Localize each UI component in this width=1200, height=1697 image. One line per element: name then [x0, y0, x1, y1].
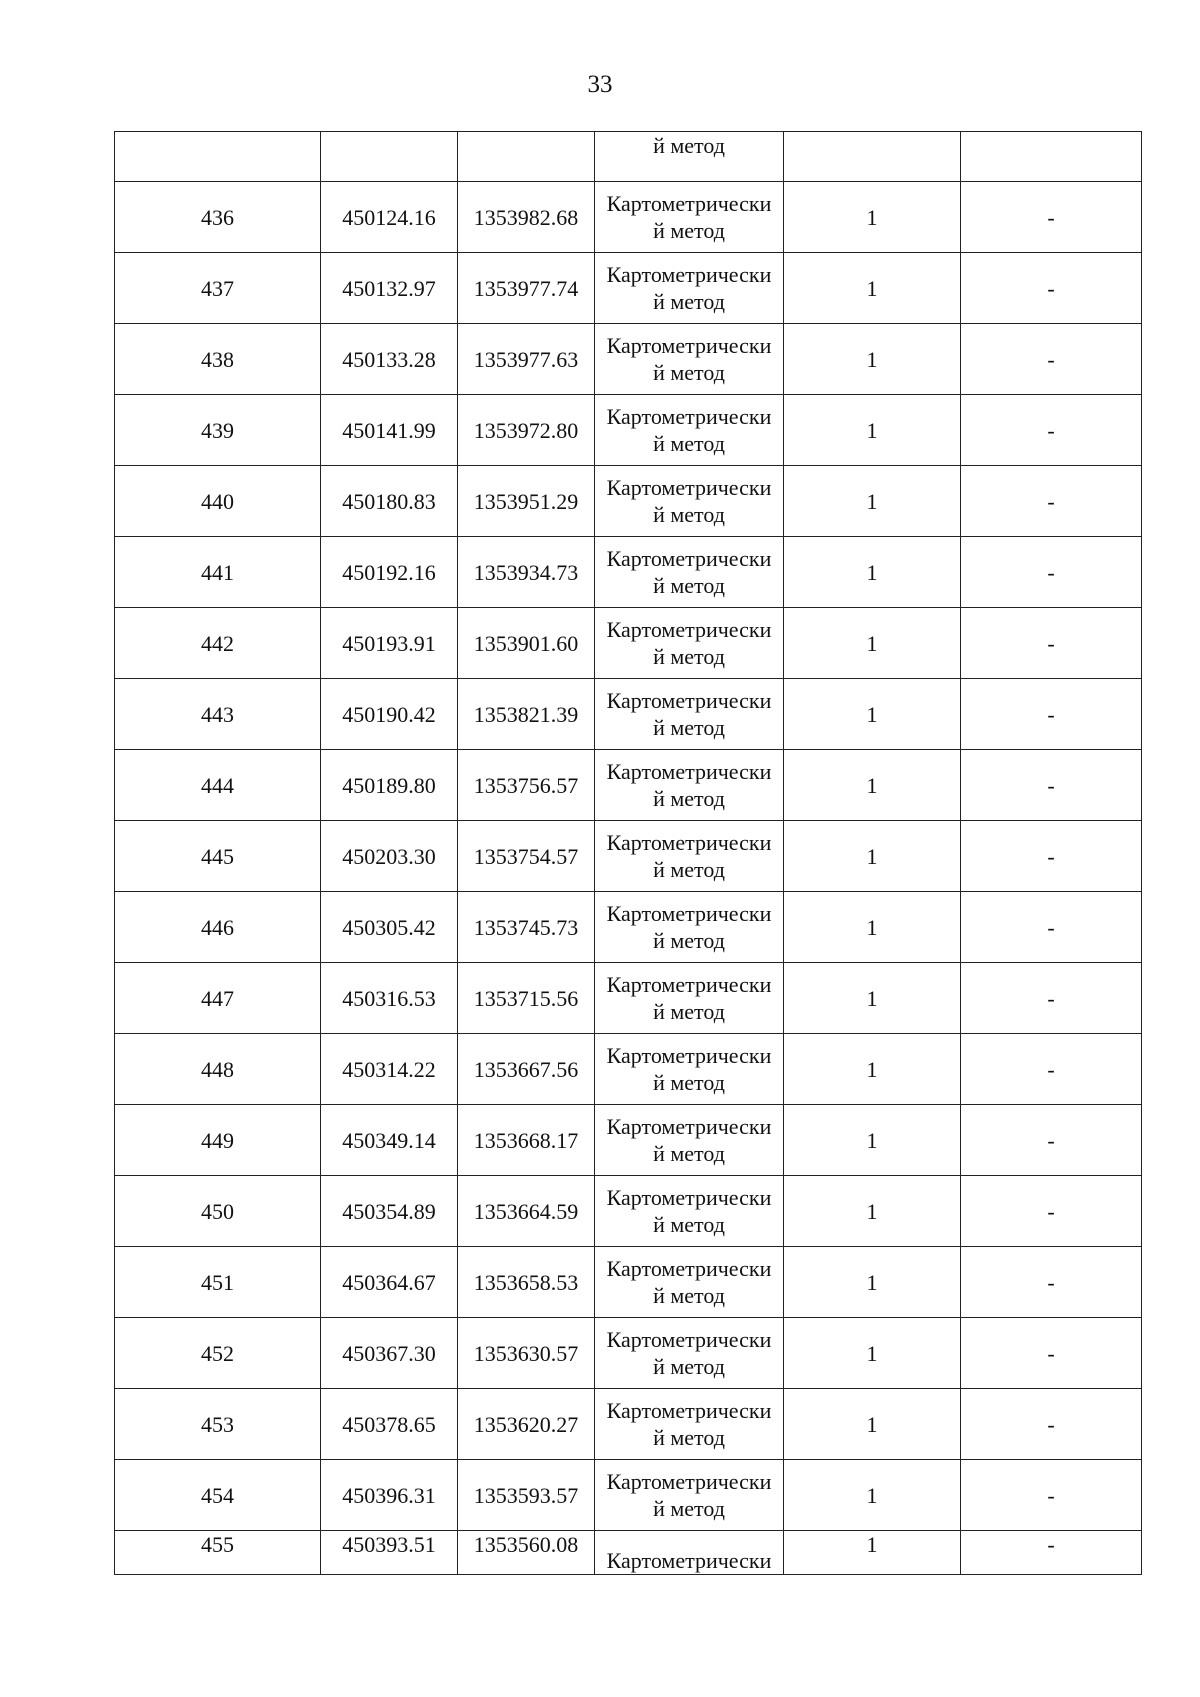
description-cell: - [961, 1176, 1142, 1247]
method-line-1: Картометрически [606, 1548, 772, 1573]
table-row [115, 750, 1142, 821]
method-line-2: й метод [653, 857, 725, 882]
error-cell: 1 [784, 608, 961, 679]
table-row [115, 395, 1142, 466]
method-line-2: й метод [653, 928, 725, 953]
point-number-cell: 440 [115, 466, 321, 537]
description-cell: - [961, 1034, 1142, 1105]
x-coordinate-cell: 450141.99 [321, 395, 458, 466]
point-number-cell: 448 [115, 1034, 321, 1105]
method-line-1: Картометрически [606, 688, 772, 713]
table-row [115, 466, 1142, 537]
error-cell: 1 [784, 537, 961, 608]
error-cell: 1 [784, 324, 961, 395]
method-line-2: й метод [653, 360, 725, 385]
description-cell: - [961, 892, 1142, 963]
y-coordinate-cell: 1353756.57 [458, 750, 595, 821]
description-cell: - [961, 1460, 1142, 1531]
method-cell [595, 1105, 784, 1176]
error-cell: 1 [784, 679, 961, 750]
method-line-1: Картометрически [606, 333, 772, 358]
description-cell: - [961, 821, 1142, 892]
method-cell [595, 1531, 784, 1575]
description-cell: - [961, 1247, 1142, 1318]
y-coordinate-cell: 1353901.60 [458, 608, 595, 679]
point-number-cell: 453 [115, 1389, 321, 1460]
method-line-2: й метод [653, 715, 725, 740]
table-row [115, 1105, 1142, 1176]
method-cell [595, 1176, 784, 1247]
table-row [115, 679, 1142, 750]
method-line-1: Картометрически [606, 1398, 772, 1423]
description-cell: - [961, 537, 1142, 608]
error-cell: 1 [784, 253, 961, 324]
error-cell: 1 [784, 1247, 961, 1318]
y-coordinate-cell: 1353821.39 [458, 679, 595, 750]
point-number-cell: 449 [115, 1105, 321, 1176]
y-coordinate-cell: 1353593.57 [458, 1460, 595, 1531]
point-number-cell [115, 132, 321, 182]
x-coordinate-cell: 450396.31 [321, 1460, 458, 1531]
x-coordinate-cell: 450305.42 [321, 892, 458, 963]
point-number-cell: 439 [115, 395, 321, 466]
description-cell: - [961, 1531, 1142, 1575]
x-coordinate-cell: 450393.51 [321, 1531, 458, 1575]
table-row [115, 1318, 1142, 1389]
table-row [115, 963, 1142, 1034]
method-line-1: Картометрически [606, 830, 772, 855]
table-row [115, 324, 1142, 395]
point-number-cell: 443 [115, 679, 321, 750]
description-cell: - [961, 324, 1142, 395]
x-coordinate-cell: 450192.16 [321, 537, 458, 608]
error-cell [784, 132, 961, 182]
description-cell: - [961, 1389, 1142, 1460]
method-cell [595, 750, 784, 821]
table-row [115, 608, 1142, 679]
table-row-continued [115, 132, 1142, 182]
x-coordinate-cell: 450190.42 [321, 679, 458, 750]
description-cell: - [961, 182, 1142, 253]
table-row [115, 1389, 1142, 1460]
method-line-1: Картометрически [606, 759, 772, 784]
description-cell: - [961, 750, 1142, 821]
method-line-1: Картометрически [606, 262, 772, 287]
table-row [115, 182, 1142, 253]
method-line-2: й метод [653, 644, 725, 669]
description-cell: - [961, 253, 1142, 324]
error-cell: 1 [784, 182, 961, 253]
method-line-1: Картометрически [606, 972, 772, 997]
method-line-1: Картометрически [606, 1469, 772, 1494]
method-line-2: й метод [653, 573, 725, 598]
table-row [115, 1176, 1142, 1247]
method-line-2: й метод [653, 1425, 725, 1450]
method-line-2: й метод [653, 786, 725, 811]
point-number-cell: 444 [115, 750, 321, 821]
y-coordinate-cell [458, 132, 595, 182]
method-line-1: Картометрически [606, 1043, 772, 1068]
point-number-cell: 438 [115, 324, 321, 395]
point-number-cell: 437 [115, 253, 321, 324]
error-cell: 1 [784, 1389, 961, 1460]
y-coordinate-cell: 1353972.80 [458, 395, 595, 466]
point-number-cell: 454 [115, 1460, 321, 1531]
point-number-cell: 447 [115, 963, 321, 1034]
point-number-cell: 436 [115, 182, 321, 253]
x-coordinate-cell: 450367.30 [321, 1318, 458, 1389]
description-cell [961, 132, 1142, 182]
method-line-2: й метод [653, 289, 725, 314]
y-coordinate-cell: 1353982.68 [458, 182, 595, 253]
table-row [115, 253, 1142, 324]
error-cell: 1 [784, 1176, 961, 1247]
method-cell [595, 1034, 784, 1105]
y-coordinate-cell: 1353620.27 [458, 1389, 595, 1460]
method-line-2: й метод [653, 1496, 725, 1521]
page-number: 33 [587, 71, 613, 98]
error-cell: 1 [784, 1318, 961, 1389]
method-line-1: Картометрически [606, 901, 772, 926]
method-cell [595, 963, 784, 1034]
x-coordinate-cell: 450132.97 [321, 253, 458, 324]
x-coordinate-cell: 450354.89 [321, 1176, 458, 1247]
y-coordinate-cell: 1353754.57 [458, 821, 595, 892]
error-cell: 1 [784, 1105, 961, 1176]
table-row [115, 892, 1142, 963]
method-cell [595, 537, 784, 608]
method-line-2: й метод [653, 502, 725, 527]
point-number-cell: 452 [115, 1318, 321, 1389]
description-cell: - [961, 963, 1142, 1034]
table-row-last [115, 1531, 1142, 1575]
method-line-2: й метод [653, 999, 725, 1024]
method-cell [595, 395, 784, 466]
coordinates-table-body [115, 132, 1142, 1575]
method-line-1: Картометрически [606, 404, 772, 429]
method-cell [595, 1247, 784, 1318]
point-number-cell: 455 [115, 1531, 321, 1575]
method-line-2: й метод [653, 1283, 725, 1308]
method-line-2: й метод [653, 218, 725, 243]
y-coordinate-cell: 1353560.08 [458, 1531, 595, 1575]
error-cell: 1 [784, 892, 961, 963]
table-row [115, 1460, 1142, 1531]
method-line-1: Картометрически [606, 1256, 772, 1281]
x-coordinate-cell: 450314.22 [321, 1034, 458, 1105]
description-cell: - [961, 1318, 1142, 1389]
method-cell [595, 324, 784, 395]
point-number-cell: 442 [115, 608, 321, 679]
error-cell: 1 [784, 750, 961, 821]
method-line-2: й метод [653, 1070, 725, 1095]
description-cell: - [961, 679, 1142, 750]
x-coordinate-cell: 450203.30 [321, 821, 458, 892]
method-line-2: й метод [653, 1212, 725, 1237]
y-coordinate-cell: 1353664.59 [458, 1176, 595, 1247]
method-line-2: й метод [653, 1354, 725, 1379]
method-cell [595, 608, 784, 679]
method-line-1: Картометрически [606, 617, 772, 642]
method-cell [595, 1318, 784, 1389]
method-cell [595, 1460, 784, 1531]
method-cell [595, 679, 784, 750]
y-coordinate-cell: 1353715.56 [458, 963, 595, 1034]
method-cell [595, 253, 784, 324]
point-number-cell: 445 [115, 821, 321, 892]
table-row [115, 1247, 1142, 1318]
method-line-1: Картометрически [606, 546, 772, 571]
x-coordinate-cell: 450180.83 [321, 466, 458, 537]
x-coordinate-cell: 450349.14 [321, 1105, 458, 1176]
error-cell: 1 [784, 821, 961, 892]
y-coordinate-cell: 1353951.29 [458, 466, 595, 537]
description-cell: - [961, 608, 1142, 679]
y-coordinate-cell: 1353745.73 [458, 892, 595, 963]
table-row [115, 1034, 1142, 1105]
method-line-1: Картометрически [606, 191, 772, 216]
error-cell: 1 [784, 1531, 961, 1575]
point-number-cell: 451 [115, 1247, 321, 1318]
table-row [115, 821, 1142, 892]
y-coordinate-cell: 1353668.17 [458, 1105, 595, 1176]
method-line-1: Картометрически [606, 1114, 772, 1139]
description-cell: - [961, 466, 1142, 537]
method-cell [595, 821, 784, 892]
point-number-cell: 441 [115, 537, 321, 608]
method-line-1: Картометрически [606, 1327, 772, 1352]
table-row [115, 537, 1142, 608]
error-cell: 1 [784, 1034, 961, 1105]
x-coordinate-cell [321, 132, 458, 182]
y-coordinate-cell: 1353934.73 [458, 537, 595, 608]
y-coordinate-cell: 1353977.63 [458, 324, 595, 395]
description-cell: - [961, 395, 1142, 466]
x-coordinate-cell: 450316.53 [321, 963, 458, 1034]
x-coordinate-cell: 450364.67 [321, 1247, 458, 1318]
method-line-1: Картометрически [606, 475, 772, 500]
y-coordinate-cell: 1353667.56 [458, 1034, 595, 1105]
method-cell [595, 466, 784, 537]
error-cell: 1 [784, 466, 961, 537]
y-coordinate-cell: 1353658.53 [458, 1247, 595, 1318]
coordinates-table [114, 131, 1142, 1575]
x-coordinate-cell: 450133.28 [321, 324, 458, 395]
method-line-2: й метод [653, 1141, 725, 1166]
y-coordinate-cell: 1353630.57 [458, 1318, 595, 1389]
method-cell [595, 182, 784, 253]
y-coordinate-cell: 1353977.74 [458, 253, 595, 324]
method-cell [595, 1389, 784, 1460]
error-cell: 1 [784, 963, 961, 1034]
x-coordinate-cell: 450378.65 [321, 1389, 458, 1460]
x-coordinate-cell: 450189.80 [321, 750, 458, 821]
x-coordinate-cell: 450124.16 [321, 182, 458, 253]
method-cell: й метод [595, 132, 784, 182]
method-line-1: Картометрически [606, 1185, 772, 1210]
description-cell: - [961, 1105, 1142, 1176]
method-cell [595, 892, 784, 963]
point-number-cell: 446 [115, 892, 321, 963]
x-coordinate-cell: 450193.91 [321, 608, 458, 679]
error-cell: 1 [784, 395, 961, 466]
method-line-2: й метод [653, 431, 725, 456]
point-number-cell: 450 [115, 1176, 321, 1247]
error-cell: 1 [784, 1460, 961, 1531]
